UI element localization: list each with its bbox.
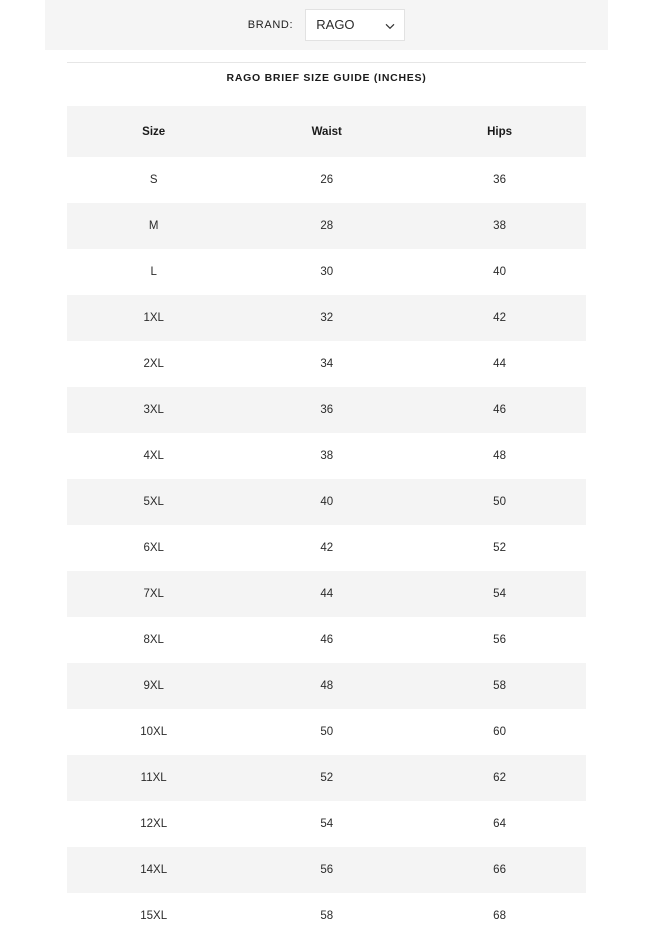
- cell-hips: 62: [493, 772, 506, 784]
- cell-size: S: [149, 174, 158, 186]
- table-row: [67, 571, 586, 617]
- cell-size: 12XL: [140, 818, 168, 830]
- cell-size: 7XL: [143, 588, 164, 600]
- chevron-down-icon: [384, 19, 396, 31]
- cell-hips: 50: [493, 496, 506, 508]
- brand-selector-group: [248, 9, 406, 41]
- table-row: [67, 295, 586, 341]
- table-row: [67, 847, 586, 893]
- cell-hips: 56: [493, 634, 506, 646]
- cell-waist: 56: [320, 864, 334, 876]
- cell-hips: 42: [493, 312, 506, 324]
- cell-waist: 38: [320, 450, 334, 462]
- cell-waist: 52: [320, 772, 334, 784]
- cell-size: 4XL: [143, 450, 164, 462]
- cell-size: M: [148, 220, 159, 232]
- cell-hips: 64: [493, 818, 506, 830]
- cell-waist: 46: [320, 634, 334, 646]
- table-header: [67, 106, 586, 157]
- cell-size: 2XL: [143, 358, 164, 370]
- table-row: [67, 617, 586, 663]
- cell-waist: 28: [320, 220, 334, 232]
- table-row: [67, 479, 586, 525]
- cell-size: 5XL: [143, 496, 164, 508]
- cell-size: 10XL: [140, 726, 168, 738]
- cell-hips: 36: [493, 174, 506, 186]
- cell-hips: 66: [493, 864, 506, 876]
- table-row: [67, 203, 586, 249]
- table-body: [67, 157, 586, 939]
- cell-size: 6XL: [143, 542, 164, 554]
- table-row: [67, 755, 586, 801]
- cell-waist: 58: [320, 910, 334, 922]
- cell-hips: 40: [493, 266, 506, 278]
- table-row: [67, 525, 586, 571]
- cell-size: 3XL: [143, 404, 164, 416]
- page-title: RAGO BRIEF SIZE GUIDE (INCHES): [226, 72, 427, 84]
- cell-hips: 44: [493, 358, 506, 370]
- table-header-row: [67, 106, 586, 157]
- table-row: [67, 249, 586, 295]
- brand-selector-bar: [45, 0, 608, 50]
- cell-waist: 30: [320, 266, 334, 278]
- cell-waist: 40: [320, 496, 334, 508]
- cell-hips: 52: [493, 542, 506, 554]
- size-guide-table: [67, 106, 586, 939]
- table-row: [67, 157, 586, 203]
- cell-waist: 34: [320, 358, 334, 370]
- cell-waist: 44: [320, 588, 334, 600]
- cell-waist: 54: [320, 818, 334, 830]
- table-row: [67, 801, 586, 847]
- column-header-waist: Waist: [311, 125, 342, 138]
- title-divider: [67, 62, 586, 63]
- cell-waist: 36: [320, 404, 334, 416]
- brand-select-value: RAGO: [316, 17, 355, 32]
- table-row: [67, 663, 586, 709]
- column-header-hips: Hips: [487, 125, 513, 138]
- cell-size: 1XL: [143, 312, 164, 324]
- table-row: [67, 433, 586, 479]
- cell-size: 14XL: [140, 864, 168, 876]
- cell-size: 8XL: [143, 634, 164, 646]
- cell-waist: 50: [320, 726, 334, 738]
- table-row: [67, 341, 586, 387]
- cell-hips: 68: [493, 910, 506, 922]
- table-row: [67, 709, 586, 755]
- cell-hips: 58: [493, 680, 506, 692]
- column-header-size: Size: [142, 125, 166, 138]
- cell-waist: 42: [320, 542, 334, 554]
- brand-select[interactable]: [305, 9, 405, 41]
- cell-hips: 60: [493, 726, 506, 738]
- cell-size: 15XL: [140, 910, 168, 922]
- cell-hips: 38: [493, 220, 506, 232]
- cell-waist: 26: [320, 174, 334, 186]
- cell-size: 9XL: [143, 680, 164, 692]
- cell-size: 11XL: [140, 772, 167, 784]
- table-row: [67, 893, 586, 939]
- table-row: [67, 387, 586, 433]
- cell-waist: 32: [320, 312, 334, 324]
- cell-hips: 46: [493, 404, 506, 416]
- cell-hips: 54: [493, 588, 506, 600]
- cell-size: L: [150, 266, 157, 278]
- brand-label: BRAND:: [247, 19, 294, 31]
- cell-hips: 48: [493, 450, 506, 462]
- cell-waist: 48: [320, 680, 334, 692]
